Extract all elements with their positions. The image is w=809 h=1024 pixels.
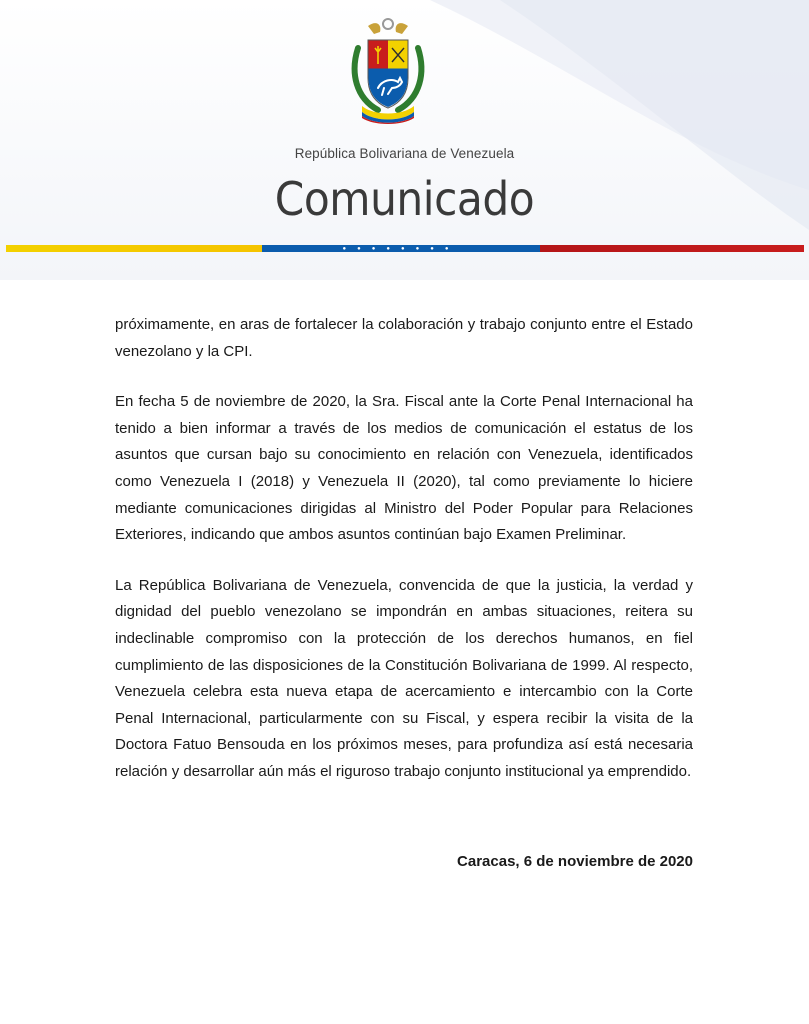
paragraph: En fecha 5 de noviembre de 2020, la Sra. Fiscal ante la Corte Penal Internacional ha tenido a bien informar a través de los medios de comunicación el estatus de los asuntos que cursan bajo su conocimiento en relación con Venezuela, identificados como Venezuela I (2018) y Venezuela II (2020), tal como previamente lo hiciere mediante comunicaciones dirigidas al Ministro del Poder Popular para Relaciones Exteriores, indicando que ambos asuntos continúan bajo Examen Preliminar. — [115, 393, 693, 544]
stars-icon: ●●●●●●●● — [342, 246, 460, 252]
flag-red-segment — [540, 245, 804, 252]
paragraph: próximamente, en aras de fortalecer la colaboración y trabajo conjunto entre el Estado venezolano y la CPI. — [115, 316, 693, 360]
flag-color-bar — [6, 245, 804, 252]
communique-body — [115, 312, 693, 810]
government-name: República Bolivariana de Venezuela — [294, 146, 515, 161]
flag-blue-segment — [262, 245, 540, 252]
document-title: Comunicado — [274, 172, 535, 226]
place-and-date: Caracas, 6 de noviembre de 2020 — [457, 853, 693, 870]
paragraph: La República Bolivariana de Venezuela, convencida de que la justicia, la verdad y dignidad del pueblo venezolano se impondrán en ambas situaciones, reitera su indeclinable compromiso con la protección de los derechos humanos, en fiel cumplimiento de las disposiciones de la Constitución Bolivariana de 1999. Al respecto, Venezuela celebra esta nueva etapa de acercamiento e intercambio con la Corte Penal Internacional, particularmente con su Fiscal, y espera recibir la visita de la Doctora Fatuo Bensouda en los próximos meses, para profundiza así está necesaria relación y desarrollar aún más el riguroso trabajo conjunto institucional ya emprendido. — [115, 576, 693, 780]
flag-yellow-segment — [6, 245, 262, 252]
coat-of-arms-icon — [348, 18, 428, 124]
letterhead — [0, 0, 809, 280]
